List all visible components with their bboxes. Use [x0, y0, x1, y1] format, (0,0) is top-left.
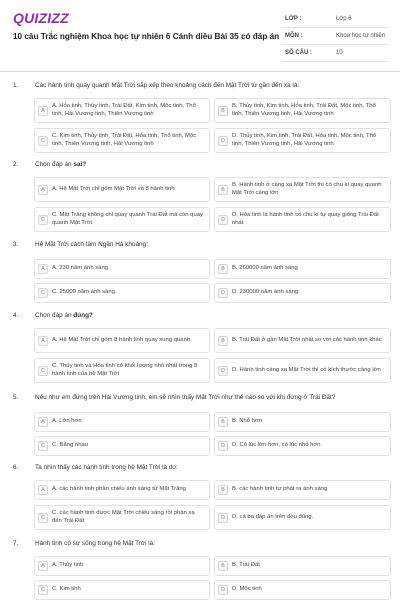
- option-a[interactable]: [34, 98, 210, 123]
- option-c[interactable]: [34, 283, 210, 303]
- option-letter: B: [218, 485, 228, 495]
- option-a[interactable]: [34, 480, 210, 500]
- option-text: D. cả ba đáp án trên đều đúng.: [232, 513, 314, 520]
- option-text: C. các hành tinh được Mặt Trời chiếu sáng rồi phản xạ đến Trái Đất: [52, 509, 195, 524]
- worksheet-title: 10 câu Trắc nghiệm Khoa học tự nhiên 6 Cánh diều Bài 35 có đáp án: [13, 32, 280, 41]
- option-letter: A: [38, 185, 48, 195]
- question-text: Các hành tinh quay quanh Mặt Trời sắp xếp theo khoảng cách đến Mặt Trời từ gần đến xa là:: [35, 82, 300, 89]
- option-b[interactable]: [214, 259, 391, 279]
- option-letter: C: [38, 288, 48, 298]
- option-text: B. Thủy tinh, Kim tinh, Hỏa tinh, Trái Đất, Mộc tinh, Thổ tinh, Thiên Vương tinh, Hải Vương tinh: [232, 102, 376, 117]
- option-c[interactable]: [34, 436, 210, 456]
- option-letter: B: [218, 185, 228, 195]
- option-text: B. Nhỏ hơn: [232, 418, 263, 425]
- option-letter: C: [38, 513, 48, 523]
- option-letter: C: [38, 136, 48, 146]
- option-letter: A: [38, 485, 48, 495]
- option-d[interactable]: [214, 283, 391, 303]
- option-c[interactable]: [34, 207, 210, 232]
- option-letter: D: [218, 215, 228, 225]
- option-text: B. Hành tinh ở càng xa Mặt Trời thì có chu kì quay quanh Mặt Trời càng lớn: [232, 181, 382, 196]
- question-number: 6.: [13, 464, 19, 471]
- question-number: 3.: [13, 241, 19, 248]
- option-text: C. Kim tinh: [52, 586, 81, 593]
- question-text-prefix: Chọn đáp án: [35, 312, 74, 319]
- option-d[interactable]: [214, 580, 391, 600]
- option-b[interactable]: [214, 98, 391, 123]
- option-c[interactable]: [34, 358, 210, 383]
- option-letter: A: [38, 264, 48, 274]
- option-letter: C: [38, 585, 48, 595]
- option-letter: C: [38, 366, 48, 376]
- meta-row-grade: [282, 11, 388, 28]
- option-b[interactable]: [214, 556, 391, 576]
- option-text: B. Trái Đất ở gần Mặt Trời nhất so với các hành tinh khác: [232, 336, 382, 343]
- option-text: A. Hệ Mặt Trời chỉ gồm 8 hành tinh quay xung quanh.: [52, 336, 192, 343]
- question-number: 4.: [13, 312, 19, 319]
- option-letter: B: [218, 106, 228, 116]
- question-number: 5.: [13, 394, 19, 401]
- option-letter: D: [218, 136, 228, 146]
- option-letter: D: [218, 288, 228, 298]
- question-text: Hành tinh có sự sống trong hệ Mặt Trời là:: [35, 540, 156, 547]
- option-text: A. 230 năm ánh sáng: [52, 265, 109, 272]
- meta-label: MÔN :: [285, 33, 303, 39]
- meta-label: LỚP :: [285, 16, 302, 22]
- option-letter: A: [38, 417, 48, 427]
- option-letter: B: [218, 264, 228, 274]
- question-text-prefix: Chọn đáp án: [35, 161, 74, 168]
- question-number: 1.: [13, 82, 19, 89]
- option-c[interactable]: [34, 505, 210, 530]
- option-d[interactable]: [214, 358, 391, 383]
- option-text: C. 25000 năm ánh sáng: [52, 289, 115, 296]
- meta-row-subject: [282, 28, 388, 45]
- option-text: B. 260000 năm ánh sáng: [232, 265, 298, 272]
- option-text: D. Hỏa tinh là hành tinh có chu kì tự quay giống Trái Đất nhất: [232, 211, 379, 226]
- option-a[interactable]: [34, 328, 210, 353]
- option-text: B. Trái Đất: [232, 562, 260, 569]
- meta-value: 10: [336, 50, 343, 56]
- option-letter: A: [38, 106, 48, 116]
- question-text: [35, 161, 390, 168]
- option-d[interactable]: [214, 207, 391, 232]
- option-text: D. 230000 năm ánh sáng: [232, 289, 299, 296]
- option-d[interactable]: [214, 505, 391, 530]
- option-text: D. Mộc tinh: [232, 586, 262, 593]
- option-c[interactable]: [34, 580, 210, 600]
- option-text: A. Hệ Mặt Trời chỉ gồm Mặt Trời và 8 hành tinh: [52, 185, 175, 192]
- option-letter: D: [218, 441, 228, 451]
- question-number: 7.: [13, 540, 19, 547]
- option-letter: B: [218, 417, 228, 427]
- option-d[interactable]: [214, 128, 391, 153]
- option-text: D. Hành tinh càng xa Mặt Trời thì có kích thước càng lớn: [232, 366, 381, 373]
- header-divider: [0, 71, 400, 72]
- option-text: C. Thủy tinh và Hỏa tinh có khối lượng nhỏ nhất trong 8 hành tinh của hệ Mặt Trời: [52, 362, 198, 377]
- option-letter: B: [218, 561, 228, 571]
- option-text: C. Kim tinh, Thủy tinh, Trái Đất, Hỏa tinh, Thổ tinh, Mộc tinh, Thiên Vương tinh, Hải Vương tinh: [52, 132, 197, 147]
- option-letter: D: [218, 513, 228, 523]
- meta-value: Lớp 6: [336, 16, 352, 22]
- option-d[interactable]: [214, 436, 391, 456]
- option-a[interactable]: [34, 177, 210, 202]
- option-b[interactable]: [214, 177, 391, 202]
- option-text: C. Mặt Trăng không chỉ quay quanh Trái Đất mà còn quay quanh Mặt Trời: [52, 211, 203, 226]
- option-text: B. các hành tinh tự phát ra ánh sáng: [232, 486, 328, 493]
- question-number: 2.: [13, 161, 19, 168]
- option-letter: D: [218, 366, 228, 376]
- option-text: A. Lớn hơn: [52, 418, 82, 425]
- question-text: [35, 312, 390, 319]
- option-b[interactable]: [214, 412, 391, 432]
- meta-row-count: [282, 45, 388, 62]
- option-a[interactable]: [34, 412, 210, 432]
- option-letter: B: [218, 336, 228, 346]
- question-text: Hệ Mặt Trời cách tâm Ngân Hà khoảng:: [35, 241, 148, 248]
- option-letter: D: [218, 585, 228, 595]
- option-letter: C: [38, 441, 48, 451]
- option-c[interactable]: [34, 128, 210, 153]
- option-b[interactable]: [214, 480, 391, 500]
- question-text-emphasis: sai?: [73, 161, 87, 168]
- worksheet-meta: [282, 11, 388, 62]
- option-b[interactable]: [214, 328, 391, 353]
- option-a[interactable]: [34, 259, 210, 279]
- meta-label: SỐ CÂU :: [285, 50, 312, 56]
- meta-value: Khoa học tự nhiên: [336, 33, 386, 39]
- option-letter: A: [38, 336, 48, 346]
- option-text: D. Có lúc lớn hơn, có lúc nhỏ hơn: [232, 442, 321, 449]
- quizizz-logo: QUIZIZZ: [13, 10, 69, 26]
- question-text: Ta nhìn thấy các hành tinh trong hệ Mặt Trời là do:: [35, 464, 178, 471]
- option-letter: C: [38, 215, 48, 225]
- question-text-emphasis: đúng?: [73, 312, 93, 319]
- option-a[interactable]: [34, 556, 210, 576]
- option-text: A. Hỏa tinh, Thủy tinh, Trái Đất, Kim tinh, Mộc tinh, Thổ tinh, Hải Vương tinh, Thiên Vương tinh: [52, 102, 196, 117]
- worksheet-header: [0, 0, 400, 68]
- option-text: A. các hành tinh phản chiếu ánh sáng từ Mặt Trăng: [52, 486, 186, 493]
- option-letter: A: [38, 561, 48, 571]
- option-text: D. Thủy tinh, Kim tinh, Trái Đất, Hỏa tinh, Mộc tinh, Thổ tinh, Thiên Vương tinh, Hải Vương tinh: [232, 132, 377, 147]
- option-text: C. Bằng nhau: [52, 442, 89, 449]
- option-text: A. Thủy tinh: [52, 562, 84, 569]
- question-text: Nếu như em đứng trên Hải Vương tinh, em sẽ nhìn thấy Mặt Trời như thế nào so với khi đứng ở Trái Đất?: [35, 394, 336, 401]
